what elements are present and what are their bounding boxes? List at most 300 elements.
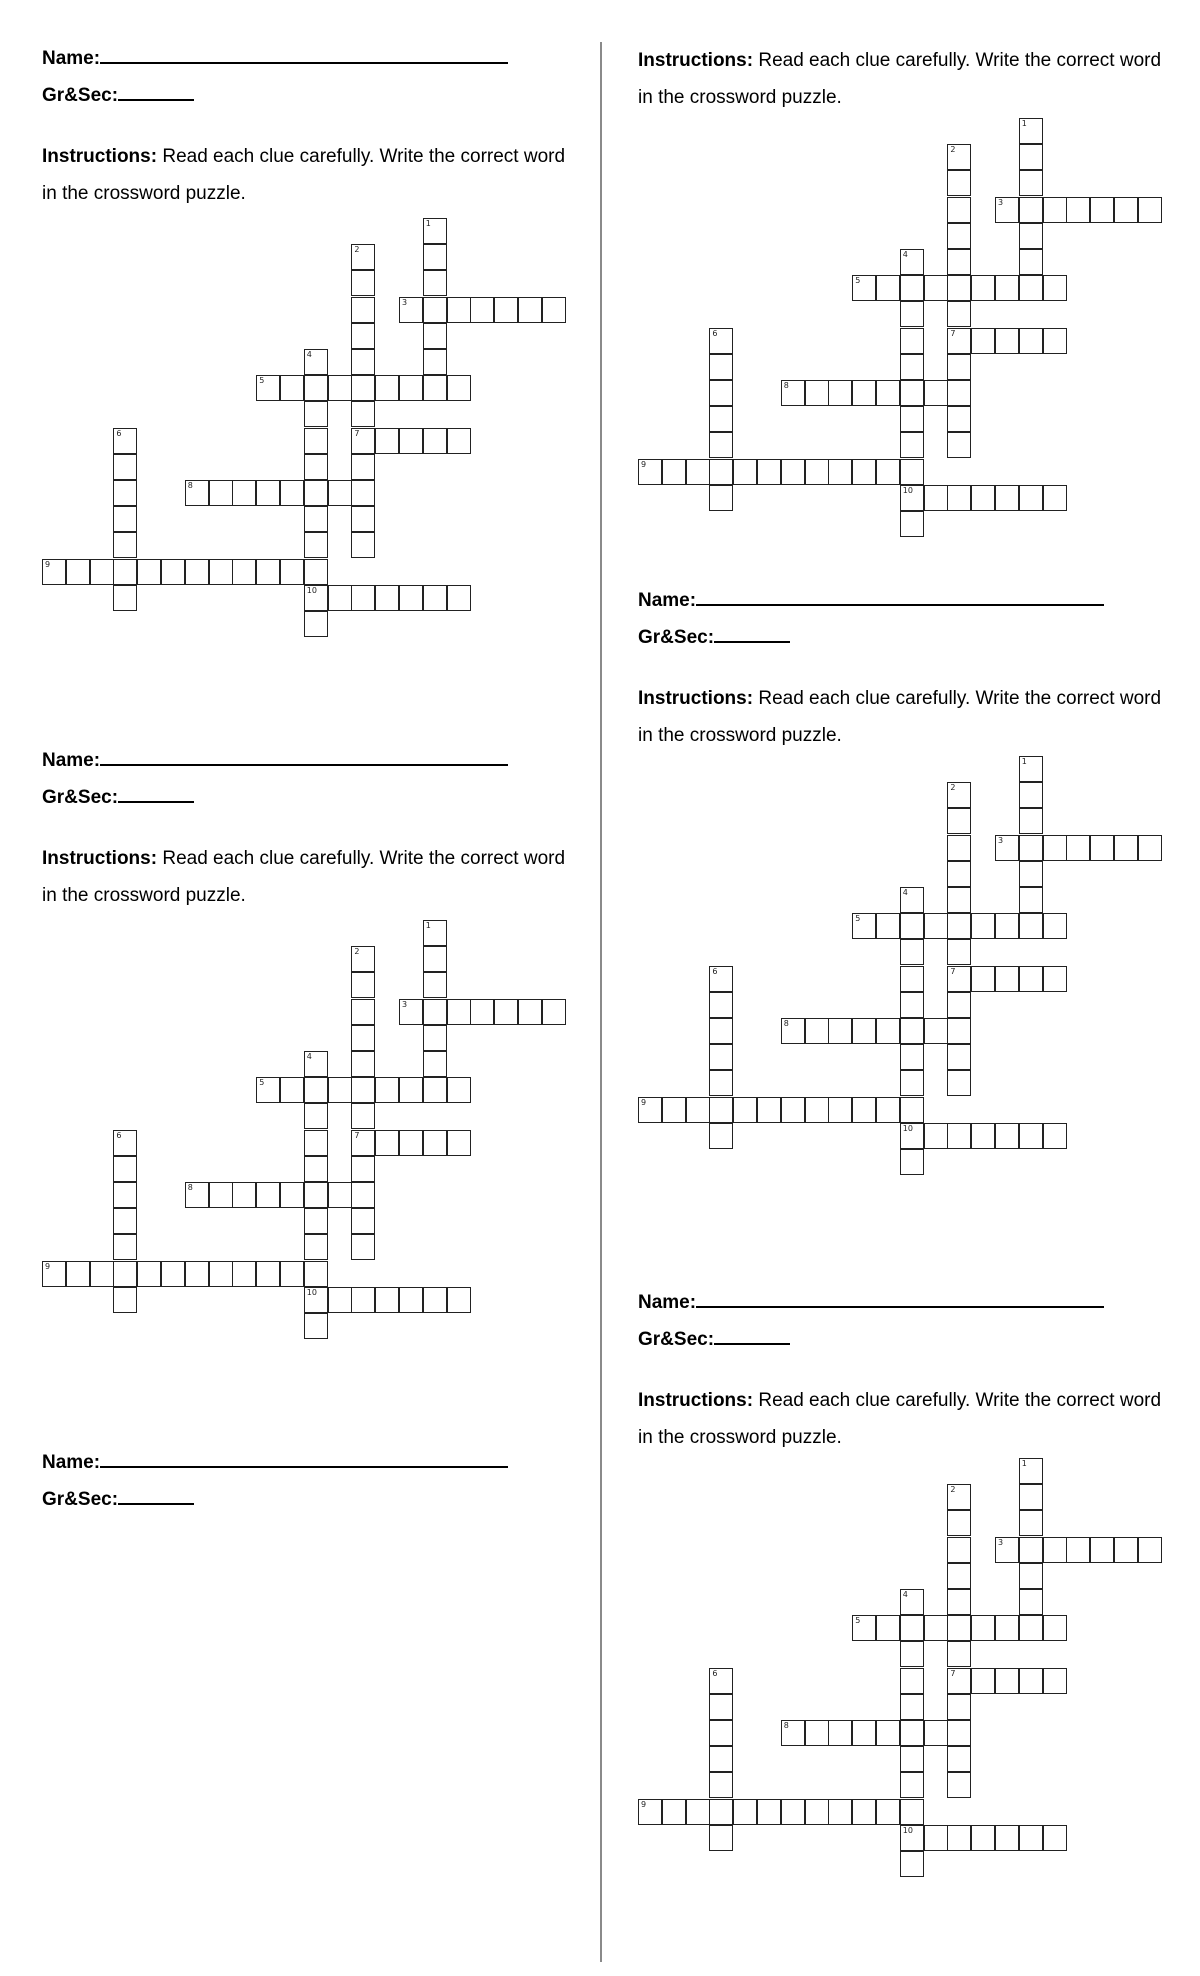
crossword-cell[interactable]: [351, 480, 375, 506]
crossword-cell[interactable]: [947, 939, 971, 965]
crossword-cell[interactable]: [828, 1720, 852, 1746]
crossword-cell[interactable]: [399, 1287, 423, 1313]
crossword-cell[interactable]: [995, 197, 1019, 223]
crossword-cell[interactable]: [1043, 1537, 1067, 1563]
crossword-cell[interactable]: [805, 1720, 829, 1746]
crossword-cell[interactable]: [1019, 249, 1043, 275]
crossword-cell[interactable]: [947, 1694, 971, 1720]
crossword-cell[interactable]: [447, 1287, 471, 1313]
crossword-cell[interactable]: [709, 1720, 733, 1746]
crossword-cell[interactable]: [900, 354, 924, 380]
crossword-cell[interactable]: [662, 1799, 686, 1825]
crossword-cell[interactable]: [399, 1077, 423, 1103]
crossword-cell[interactable]: [805, 1799, 829, 1825]
crossword-cell[interactable]: [709, 992, 733, 1018]
crossword-cell[interactable]: [971, 485, 995, 511]
crossword-cell[interactable]: [351, 1051, 375, 1077]
crossword-cell[interactable]: [351, 323, 375, 349]
crossword-cell[interactable]: [113, 532, 137, 558]
crossword-cell[interactable]: [351, 972, 375, 998]
name-line[interactable]: [100, 42, 508, 64]
crossword-cell[interactable]: [304, 1156, 328, 1182]
crossword-cell[interactable]: [494, 999, 518, 1025]
crossword-cell[interactable]: [805, 1097, 829, 1123]
crossword-cell[interactable]: [351, 1234, 375, 1260]
crossword-cell[interactable]: [709, 1070, 733, 1096]
crossword-cell[interactable]: [351, 270, 375, 296]
crossword-cell[interactable]: [66, 559, 90, 585]
crossword-cell[interactable]: [947, 1484, 971, 1510]
crossword-cell[interactable]: [1066, 835, 1090, 861]
crossword-cell[interactable]: [947, 782, 971, 808]
crossword-cell[interactable]: [328, 1287, 352, 1313]
crossword-cell[interactable]: [447, 375, 471, 401]
crossword-cell[interactable]: [781, 1018, 805, 1044]
crossword-cell[interactable]: [947, 1746, 971, 1772]
crossword-cell[interactable]: [113, 454, 137, 480]
crossword-cell[interactable]: [304, 1077, 328, 1103]
crossword-cell[interactable]: [1019, 1668, 1043, 1694]
crossword-cell[interactable]: [924, 1825, 948, 1851]
crossword-cell[interactable]: [113, 1208, 137, 1234]
crossword-cell[interactable]: [66, 1261, 90, 1287]
crossword-cell[interactable]: [280, 480, 304, 506]
crossword-cell[interactable]: [209, 559, 233, 585]
grsec-line[interactable]: [714, 621, 790, 643]
name-line[interactable]: [696, 1286, 1104, 1308]
crossword-cell[interactable]: [900, 1694, 924, 1720]
crossword-cell[interactable]: [947, 1537, 971, 1563]
crossword-cell[interactable]: [995, 1615, 1019, 1641]
crossword-cell[interactable]: [423, 1130, 447, 1156]
crossword-cell[interactable]: [995, 835, 1019, 861]
crossword-cell[interactable]: [542, 297, 566, 323]
crossword-cell[interactable]: [1019, 197, 1043, 223]
crossword-cell[interactable]: [1019, 782, 1043, 808]
crossword-cell[interactable]: [947, 197, 971, 223]
crossword-cell[interactable]: [995, 966, 1019, 992]
crossword-cell[interactable]: [900, 432, 924, 458]
crossword-cell[interactable]: [113, 1234, 137, 1260]
crossword-cell[interactable]: [876, 380, 900, 406]
crossword-cell[interactable]: [876, 459, 900, 485]
crossword-cell[interactable]: [1019, 1615, 1043, 1641]
crossword-cell[interactable]: [1114, 835, 1138, 861]
crossword-cell[interactable]: [947, 432, 971, 458]
crossword-cell[interactable]: [971, 1123, 995, 1149]
crossword-cell[interactable]: [709, 1772, 733, 1798]
crossword-cell[interactable]: [947, 1641, 971, 1667]
crossword-cell[interactable]: [185, 480, 209, 506]
crossword-cell[interactable]: [423, 323, 447, 349]
crossword-cell[interactable]: [304, 428, 328, 454]
crossword-cell[interactable]: [638, 1799, 662, 1825]
crossword-cell[interactable]: [995, 1668, 1019, 1694]
crossword-cell[interactable]: [709, 1018, 733, 1044]
crossword-cell[interactable]: [852, 1615, 876, 1641]
crossword-cell[interactable]: [900, 485, 924, 511]
crossword-cell[interactable]: [709, 432, 733, 458]
crossword-cell[interactable]: [232, 480, 256, 506]
crossword-cell[interactable]: [280, 1077, 304, 1103]
crossword-cell[interactable]: [947, 1668, 971, 1694]
crossword-cell[interactable]: [947, 913, 971, 939]
crossword-cell[interactable]: [304, 480, 328, 506]
crossword-cell[interactable]: [470, 999, 494, 1025]
crossword-cell[interactable]: [351, 454, 375, 480]
crossword-cell[interactable]: [900, 1851, 924, 1877]
crossword-cell[interactable]: [900, 992, 924, 1018]
crossword-cell[interactable]: [900, 1070, 924, 1096]
crossword-cell[interactable]: [423, 999, 447, 1025]
crossword-cell[interactable]: [1066, 197, 1090, 223]
crossword-cell[interactable]: [924, 1123, 948, 1149]
crossword-cell[interactable]: [805, 380, 829, 406]
crossword-cell[interactable]: [876, 1720, 900, 1746]
crossword-cell[interactable]: [1019, 1563, 1043, 1589]
crossword-cell[interactable]: [280, 375, 304, 401]
crossword-cell[interactable]: [304, 1051, 328, 1077]
crossword-cell[interactable]: [1019, 966, 1043, 992]
crossword-cell[interactable]: [423, 218, 447, 244]
crossword-cell[interactable]: [781, 1720, 805, 1746]
name-line[interactable]: [696, 584, 1104, 606]
crossword-cell[interactable]: [947, 485, 971, 511]
crossword-cell[interactable]: [900, 328, 924, 354]
crossword-cell[interactable]: [137, 1261, 161, 1287]
crossword-cell[interactable]: [447, 585, 471, 611]
crossword-cell[interactable]: [876, 1615, 900, 1641]
crossword-cell[interactable]: [947, 328, 971, 354]
crossword-cell[interactable]: [924, 275, 948, 301]
crossword-cell[interactable]: [542, 999, 566, 1025]
crossword-cell[interactable]: [709, 1694, 733, 1720]
crossword-cell[interactable]: [709, 328, 733, 354]
crossword-cell[interactable]: [924, 1615, 948, 1641]
crossword-cell[interactable]: [1043, 197, 1067, 223]
crossword-cell[interactable]: [757, 1799, 781, 1825]
crossword-cell[interactable]: [971, 1615, 995, 1641]
crossword-cell[interactable]: [423, 972, 447, 998]
crossword-cell[interactable]: [113, 1261, 137, 1287]
crossword-cell[interactable]: [399, 585, 423, 611]
crossword-cell[interactable]: [947, 1070, 971, 1096]
crossword-cell[interactable]: [900, 301, 924, 327]
crossword-cell[interactable]: [423, 946, 447, 972]
crossword-cell[interactable]: [852, 1799, 876, 1825]
crossword-cell[interactable]: [686, 459, 710, 485]
crossword-cell[interactable]: [185, 1261, 209, 1287]
crossword-cell[interactable]: [518, 297, 542, 323]
crossword-cell[interactable]: [924, 1720, 948, 1746]
crossword-cell[interactable]: [900, 1615, 924, 1641]
crossword-cell[interactable]: [351, 375, 375, 401]
crossword-cell[interactable]: [900, 1772, 924, 1798]
crossword-cell[interactable]: [1019, 808, 1043, 834]
crossword-cell[interactable]: [1138, 197, 1162, 223]
crossword-cell[interactable]: [924, 380, 948, 406]
crossword-cell[interactable]: [733, 1799, 757, 1825]
crossword-cell[interactable]: [947, 223, 971, 249]
crossword-cell[interactable]: [781, 380, 805, 406]
crossword-cell[interactable]: [709, 380, 733, 406]
crossword-cell[interactable]: [876, 275, 900, 301]
crossword-cell[interactable]: [161, 1261, 185, 1287]
crossword-cell[interactable]: [876, 1799, 900, 1825]
crossword-cell[interactable]: [423, 1051, 447, 1077]
crossword-cell[interactable]: [947, 808, 971, 834]
crossword-cell[interactable]: [375, 1077, 399, 1103]
crossword-cell[interactable]: [113, 428, 137, 454]
crossword-cell[interactable]: [113, 585, 137, 611]
crossword-cell[interactable]: [1019, 913, 1043, 939]
crossword-cell[interactable]: [447, 1130, 471, 1156]
crossword-cell[interactable]: [995, 328, 1019, 354]
crossword-cell[interactable]: [351, 1103, 375, 1129]
crossword-cell[interactable]: [375, 375, 399, 401]
crossword-cell[interactable]: [900, 966, 924, 992]
crossword-cell[interactable]: [494, 297, 518, 323]
crossword-cell[interactable]: [900, 939, 924, 965]
crossword-cell[interactable]: [42, 559, 66, 585]
crossword-cell[interactable]: [1019, 1537, 1043, 1563]
crossword-cell[interactable]: [399, 999, 423, 1025]
crossword-cell[interactable]: [1019, 1484, 1043, 1510]
crossword-cell[interactable]: [375, 585, 399, 611]
crossword-cell[interactable]: [876, 913, 900, 939]
crossword-cell[interactable]: [709, 1746, 733, 1772]
crossword-cell[interactable]: [662, 459, 686, 485]
crossword-cell[interactable]: [351, 946, 375, 972]
crossword-cell[interactable]: [1114, 197, 1138, 223]
crossword-cell[interactable]: [280, 559, 304, 585]
crossword-cell[interactable]: [447, 297, 471, 323]
crossword-cell[interactable]: [1090, 835, 1114, 861]
crossword-cell[interactable]: [1019, 1589, 1043, 1615]
crossword-cell[interactable]: [113, 480, 137, 506]
crossword-cell[interactable]: [90, 1261, 114, 1287]
crossword-cell[interactable]: [828, 1799, 852, 1825]
crossword-cell[interactable]: [947, 406, 971, 432]
crossword-cell[interactable]: [328, 1077, 352, 1103]
crossword-cell[interactable]: [399, 375, 423, 401]
crossword-cell[interactable]: [304, 1182, 328, 1208]
crossword-cell[interactable]: [351, 349, 375, 375]
crossword-cell[interactable]: [423, 1287, 447, 1313]
crossword-cell[interactable]: [351, 1077, 375, 1103]
crossword-cell[interactable]: [1043, 328, 1067, 354]
crossword-cell[interactable]: [256, 559, 280, 585]
crossword-cell[interactable]: [852, 459, 876, 485]
crossword-cell[interactable]: [90, 559, 114, 585]
crossword-cell[interactable]: [113, 559, 137, 585]
crossword-cell[interactable]: [947, 1510, 971, 1536]
crossword-cell[interactable]: [900, 1149, 924, 1175]
crossword-cell[interactable]: [256, 1077, 280, 1103]
crossword-cell[interactable]: [971, 966, 995, 992]
crossword-cell[interactable]: [1043, 1123, 1067, 1149]
crossword-cell[interactable]: [900, 1825, 924, 1851]
crossword-cell[interactable]: [947, 966, 971, 992]
crossword-cell[interactable]: [900, 1589, 924, 1615]
crossword-cell[interactable]: [781, 1799, 805, 1825]
crossword-cell[interactable]: [947, 144, 971, 170]
crossword-cell[interactable]: [852, 1018, 876, 1044]
grsec-line[interactable]: [118, 1483, 194, 1505]
crossword-cell[interactable]: [328, 585, 352, 611]
crossword-cell[interactable]: [1019, 223, 1043, 249]
crossword-cell[interactable]: [1019, 118, 1043, 144]
grsec-line[interactable]: [118, 79, 194, 101]
crossword-cell[interactable]: [947, 249, 971, 275]
crossword-cell[interactable]: [1138, 835, 1162, 861]
crossword-cell[interactable]: [375, 1287, 399, 1313]
crossword-cell[interactable]: [900, 406, 924, 432]
crossword-cell[interactable]: [42, 1261, 66, 1287]
crossword-cell[interactable]: [351, 999, 375, 1025]
crossword-cell[interactable]: [900, 1746, 924, 1772]
crossword-cell[interactable]: [638, 1097, 662, 1123]
crossword-cell[interactable]: [947, 1123, 971, 1149]
crossword-cell[interactable]: [209, 1261, 233, 1287]
crossword-cell[interactable]: [852, 1720, 876, 1746]
crossword-cell[interactable]: [137, 559, 161, 585]
crossword-cell[interactable]: [876, 1097, 900, 1123]
crossword-cell[interactable]: [709, 1668, 733, 1694]
crossword-cell[interactable]: [709, 1825, 733, 1851]
crossword-cell[interactable]: [852, 380, 876, 406]
crossword-cell[interactable]: [232, 559, 256, 585]
crossword-cell[interactable]: [947, 835, 971, 861]
crossword-cell[interactable]: [351, 244, 375, 270]
crossword-cell[interactable]: [328, 375, 352, 401]
crossword-cell[interactable]: [947, 1044, 971, 1070]
crossword-cell[interactable]: [375, 428, 399, 454]
crossword-cell[interactable]: [447, 1077, 471, 1103]
crossword-cell[interactable]: [947, 992, 971, 1018]
crossword-cell[interactable]: [256, 1182, 280, 1208]
crossword-cell[interactable]: [900, 1044, 924, 1070]
crossword-cell[interactable]: [828, 459, 852, 485]
crossword-cell[interactable]: [947, 1018, 971, 1044]
crossword-cell[interactable]: [185, 1182, 209, 1208]
crossword-cell[interactable]: [304, 1234, 328, 1260]
crossword-cell[interactable]: [947, 275, 971, 301]
crossword-cell[interactable]: [828, 1097, 852, 1123]
crossword-cell[interactable]: [733, 1097, 757, 1123]
crossword-cell[interactable]: [423, 375, 447, 401]
crossword-cell[interactable]: [256, 1261, 280, 1287]
crossword-cell[interactable]: [709, 1123, 733, 1149]
name-line[interactable]: [100, 1446, 508, 1468]
crossword-cell[interactable]: [828, 1018, 852, 1044]
crossword-cell[interactable]: [209, 480, 233, 506]
crossword-cell[interactable]: [1019, 1825, 1043, 1851]
crossword-cell[interactable]: [924, 913, 948, 939]
crossword-cell[interactable]: [805, 459, 829, 485]
crossword-cell[interactable]: [232, 1182, 256, 1208]
crossword-cell[interactable]: [1019, 328, 1043, 354]
crossword-cell[interactable]: [351, 585, 375, 611]
crossword-cell[interactable]: [709, 1044, 733, 1070]
crossword-cell[interactable]: [423, 244, 447, 270]
crossword-cell[interactable]: [256, 480, 280, 506]
crossword-cell[interactable]: [470, 297, 494, 323]
crossword-cell[interactable]: [351, 1025, 375, 1051]
crossword-cell[interactable]: [1043, 1668, 1067, 1694]
crossword-cell[interactable]: [995, 275, 1019, 301]
crossword-cell[interactable]: [709, 485, 733, 511]
crossword-cell[interactable]: [971, 1825, 995, 1851]
crossword-cell[interactable]: [971, 913, 995, 939]
crossword-cell[interactable]: [1019, 1458, 1043, 1484]
crossword-cell[interactable]: [971, 328, 995, 354]
crossword-cell[interactable]: [900, 913, 924, 939]
crossword-cell[interactable]: [709, 1097, 733, 1123]
crossword-cell[interactable]: [185, 559, 209, 585]
crossword-cell[interactable]: [709, 406, 733, 432]
crossword-cell[interactable]: [351, 401, 375, 427]
crossword-cell[interactable]: [447, 428, 471, 454]
crossword-cell[interactable]: [924, 485, 948, 511]
crossword-cell[interactable]: [328, 480, 352, 506]
crossword-cell[interactable]: [1019, 861, 1043, 887]
crossword-cell[interactable]: [709, 1799, 733, 1825]
crossword-cell[interactable]: [1019, 275, 1043, 301]
crossword-cell[interactable]: [686, 1799, 710, 1825]
crossword-cell[interactable]: [280, 1182, 304, 1208]
crossword-cell[interactable]: [971, 275, 995, 301]
crossword-cell[interactable]: [757, 459, 781, 485]
crossword-cell[interactable]: [947, 1772, 971, 1798]
crossword-cell[interactable]: [399, 1130, 423, 1156]
crossword-cell[interactable]: [1019, 170, 1043, 196]
crossword-cell[interactable]: [351, 1130, 375, 1156]
crossword-cell[interactable]: [947, 354, 971, 380]
crossword-cell[interactable]: [304, 1287, 328, 1313]
crossword-cell[interactable]: [423, 1025, 447, 1051]
crossword-cell[interactable]: [852, 1097, 876, 1123]
crossword-cell[interactable]: [304, 506, 328, 532]
crossword-cell[interactable]: [900, 887, 924, 913]
crossword-cell[interactable]: [1019, 835, 1043, 861]
crossword-cell[interactable]: [351, 1156, 375, 1182]
crossword-cell[interactable]: [328, 1182, 352, 1208]
crossword-cell[interactable]: [1043, 275, 1067, 301]
crossword-cell[interactable]: [423, 270, 447, 296]
crossword-cell[interactable]: [304, 585, 328, 611]
crossword-cell[interactable]: [351, 1208, 375, 1234]
crossword-cell[interactable]: [947, 861, 971, 887]
crossword-cell[interactable]: [1090, 1537, 1114, 1563]
crossword-cell[interactable]: [781, 1097, 805, 1123]
crossword-cell[interactable]: [351, 297, 375, 323]
crossword-cell[interactable]: [423, 585, 447, 611]
crossword-cell[interactable]: [280, 1261, 304, 1287]
crossword-cell[interactable]: [304, 1313, 328, 1339]
crossword-cell[interactable]: [924, 1018, 948, 1044]
crossword-cell[interactable]: [900, 1097, 924, 1123]
crossword-cell[interactable]: [304, 1103, 328, 1129]
crossword-cell[interactable]: [971, 1668, 995, 1694]
crossword-cell[interactable]: [232, 1261, 256, 1287]
crossword-cell[interactable]: [304, 401, 328, 427]
crossword-cell[interactable]: [304, 1208, 328, 1234]
crossword-cell[interactable]: [995, 1123, 1019, 1149]
crossword-cell[interactable]: [1043, 835, 1067, 861]
crossword-cell[interactable]: [1019, 144, 1043, 170]
crossword-cell[interactable]: [900, 1720, 924, 1746]
